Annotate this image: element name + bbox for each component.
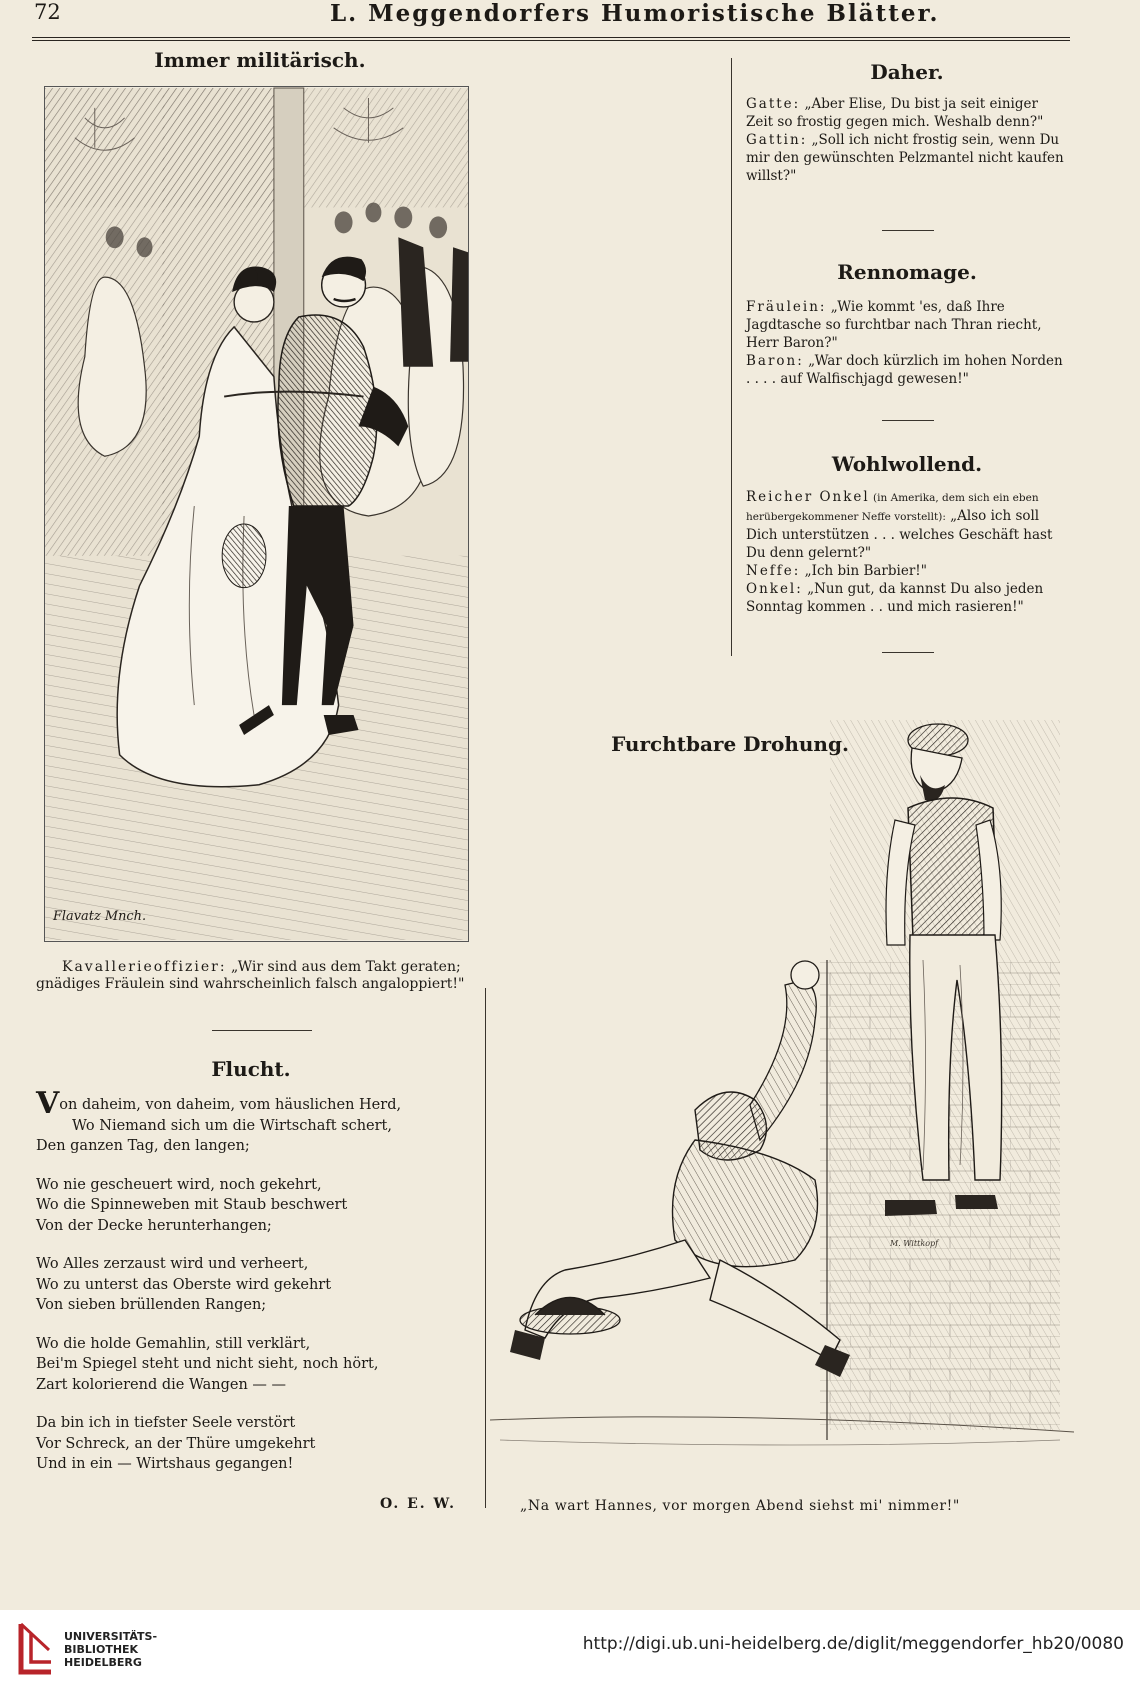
dialogue-text: „Ich bin Barbier!" bbox=[800, 563, 927, 579]
university-logo-icon bbox=[17, 1618, 59, 1678]
dance-caption bbox=[36, 959, 470, 993]
separator bbox=[212, 1030, 312, 1031]
dialogue-line bbox=[746, 488, 1068, 562]
dialogue-text: „War doch kürzlich im hohen Norden . . . . auf Walfischjagd gewesen!" bbox=[746, 353, 1063, 387]
dialogue-speaker: Gattin: bbox=[746, 132, 808, 148]
poem-stanza bbox=[36, 1175, 466, 1237]
dialogue-line bbox=[746, 298, 1068, 352]
dialogue-line bbox=[746, 95, 1068, 131]
dialogue-text: „Also ich soll Dich unterstützen . . . welches Geschäft hast Du denn gelernt?" bbox=[746, 508, 1053, 561]
dialogue-text: „Wie kommt 'es, daß Ihre Jagdtasche so furchtbar nach Thran riecht, Herr Baron?" bbox=[746, 299, 1042, 351]
wohlwollend-dialogue bbox=[746, 488, 1068, 616]
permalink-url[interactable]: http://digi.ub.uni-heidelberg.de/diglit/meggendorfer_hb20/0080 bbox=[582, 1634, 1124, 1654]
dance-title: Immer militärisch. bbox=[154, 48, 366, 72]
library-name-line: UNIVERSITÄTS- bbox=[64, 1630, 158, 1643]
flucht-poem bbox=[36, 1086, 466, 1493]
drohung-caption: „Na wart Hannes, vor morgen Abend siehst mi' nimmer!" bbox=[520, 1498, 960, 1514]
dance-caption-speaker: Kavallerieoffizier: bbox=[62, 959, 227, 975]
library-name bbox=[64, 1630, 157, 1669]
dialogue-line bbox=[746, 580, 1068, 616]
separator bbox=[882, 652, 934, 653]
poem-line: Wo Niemand sich um die Wirtschaft schert, bbox=[72, 1117, 392, 1134]
library-name-line: HEIDELBERG bbox=[64, 1656, 142, 1669]
column-rule bbox=[731, 58, 732, 656]
page-number: 72 bbox=[34, 0, 61, 24]
stage-direction: (in Amerika, dem sich ein eben herübergekommener Neffe vorstellt): bbox=[746, 492, 1039, 523]
dialogue-speaker: Gatte: bbox=[746, 96, 801, 112]
drohung-artist-signature: M. Wittkopf bbox=[890, 1239, 939, 1248]
column-rule bbox=[485, 988, 486, 1508]
poem-line: Von sieben brüllenden Rangen; bbox=[36, 1297, 267, 1313]
rennomage-dialogue bbox=[746, 298, 1068, 388]
dialogue-speaker: Neffe: bbox=[746, 563, 801, 579]
dialogue-line bbox=[746, 131, 1068, 185]
dance-caption-text: „Wir sind aus dem Takt geraten; gnädiges Fräulein sind wahrscheinlich falsch angaloppiert!" bbox=[36, 959, 465, 992]
poem-line: Und in ein — Wirtshaus gegangen! bbox=[36, 1456, 294, 1472]
poem-line: Zart kolorierend die Wangen — — bbox=[36, 1376, 287, 1393]
poem-stanza bbox=[36, 1413, 466, 1475]
library-name-line: BIBLIOTHEK bbox=[64, 1643, 139, 1656]
daher-title: Daher. bbox=[870, 60, 944, 84]
dance-illustration bbox=[44, 86, 469, 942]
poem-line: Wo nie gescheuert wird, noch gekehrt, bbox=[36, 1176, 322, 1193]
poem-line: Wo Alles zerzaust wird und verheert, bbox=[36, 1256, 309, 1272]
dialogue-text: „Soll ich nicht frostig sein, wenn Du mir den gewünschten Pelzmantel nicht kaufen willst?" bbox=[746, 132, 1064, 184]
rennomage-title: Rennomage. bbox=[837, 260, 977, 284]
dialogue-text: „Nun gut, da kannst Du also jeden Sonntag kommen . . und mich rasieren!" bbox=[746, 581, 1044, 615]
flucht-title: Flucht. bbox=[211, 1057, 291, 1081]
running-title: L. Meggendorfers Humoristische Blätter. bbox=[330, 0, 940, 27]
poem-dropcap: V bbox=[36, 1086, 60, 1121]
header-rule bbox=[32, 37, 1070, 41]
drohung-title: Furchtbare Drohung. bbox=[611, 732, 849, 756]
poem-line: Wo zu unterst das Oberste wird gekehrt bbox=[36, 1276, 332, 1293]
dialogue-speaker: Onkel: bbox=[746, 581, 803, 597]
separator bbox=[882, 420, 934, 421]
poem-stanza bbox=[36, 1334, 466, 1396]
poem-stanza bbox=[36, 1254, 466, 1316]
separator bbox=[882, 230, 934, 231]
dialogue-speaker: Baron: bbox=[746, 353, 804, 369]
poem-line: Vor Schreck, an der Thüre umgekehrt bbox=[36, 1435, 316, 1452]
drohung-illustration bbox=[490, 720, 1074, 1490]
dialogue-speaker: Reicher Onkel bbox=[746, 489, 870, 505]
poem-signature: O. E. W. bbox=[380, 1496, 456, 1512]
dialogue-text: „Aber Elise, Du bist ja seit einiger Zeit so frostig gegen mich. Weshalb denn?" bbox=[746, 96, 1044, 130]
poem-line: Den ganzen Tag, den langen; bbox=[36, 1138, 250, 1154]
dance-artist-signature: Flavatz Mnch. bbox=[52, 909, 147, 925]
digitization-footer bbox=[0, 1610, 1140, 1687]
dialogue-speaker: Fräulein: bbox=[746, 299, 827, 315]
poem-line: Bei'm Spiegel steht und nicht sieht, noch hört, bbox=[36, 1356, 379, 1372]
poem-line: Wo die holde Gemahlin, still verklärt, bbox=[36, 1335, 311, 1352]
poem-line: Von der Decke herunterhangen; bbox=[36, 1217, 272, 1234]
poem-line: Wo die Spinneweben mit Staub beschwert bbox=[36, 1197, 348, 1213]
poem-line: Da bin ich in tiefster Seele verstört bbox=[36, 1415, 296, 1431]
daher-dialogue bbox=[746, 95, 1068, 185]
poem-stanza bbox=[36, 1086, 466, 1157]
dialogue-line bbox=[746, 562, 1068, 580]
dialogue-line bbox=[746, 352, 1068, 388]
poem-line: on daheim, von daheim, vom häuslichen Herd, bbox=[59, 1097, 402, 1113]
wohlwollend-title: Wohlwollend. bbox=[831, 452, 983, 476]
